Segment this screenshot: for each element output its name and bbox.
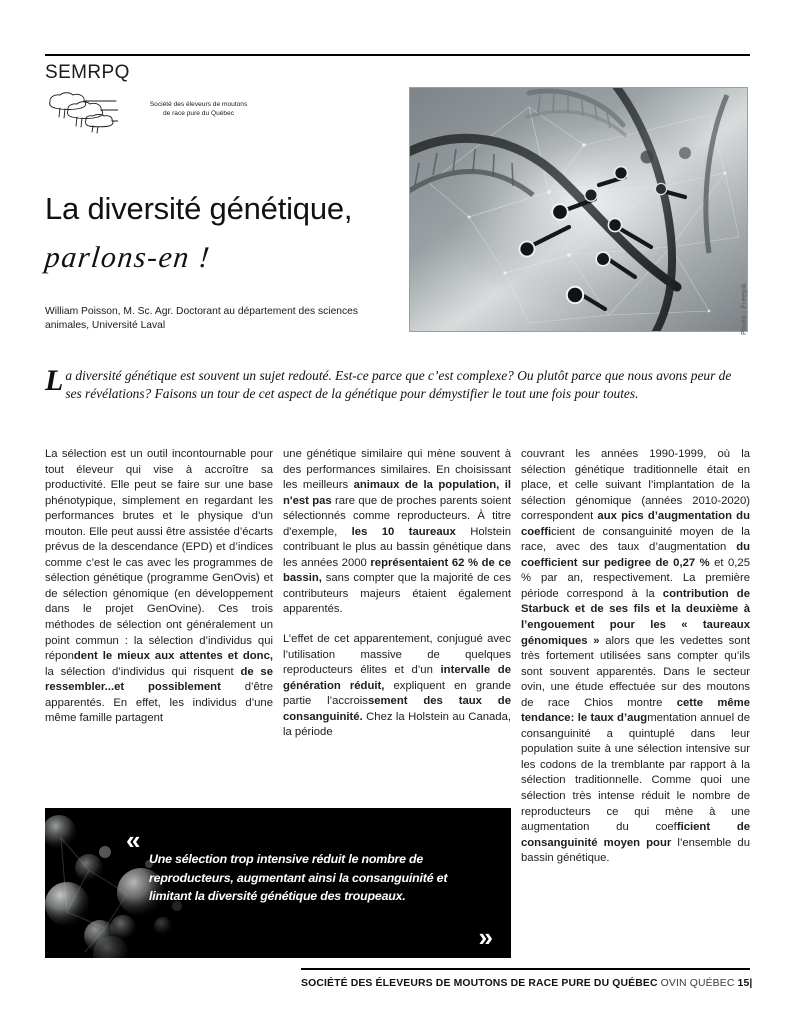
page-footer (301, 978, 753, 989)
masthead-title: SEMRPQ (45, 62, 130, 83)
sheep-outline-logo-icon (46, 90, 118, 136)
body-text-run: Holstein contribuant le plus au bassin génétique dans les années 2000 (283, 525, 512, 569)
body-text-emphasis: cette même tendance: le taux d’aug (521, 696, 751, 725)
lede-text: a diversité génétique est souvent un sujet redouté. Est-ce parce que c’est complexe? Ou plutôt parce que nous avons peur de ses révélations? Faisons un tour de cet aspect de la génétique pour démystifier le tout une fois pour toutes. (65, 368, 732, 402)
body-text-emphasis: sement des taux de consanguinité. (283, 695, 511, 723)
body-column-2 (283, 447, 511, 755)
logo-text-line2: de race pure du Québec (162, 109, 235, 117)
body-column-3 (521, 447, 750, 881)
body-paragraph (283, 632, 511, 741)
organization-logo (46, 90, 276, 138)
footer-page-rule: | (749, 978, 753, 989)
body-text-run: l’ensemble du bassin génétique. (521, 836, 750, 865)
body-text-run: Chez la Holstein au Canada, la période (283, 710, 511, 739)
body-text-emphasis: animaux de la population, il n'est pas (283, 479, 512, 507)
body-text-run: rare que de proches parents soient sélectionnés comme reproducteurs. À titre d'exemple, (283, 494, 511, 538)
body-text-emphasis: contribution de Starbuck et de ses fils et la deuxième à l’engouement pour les « taureaux génomiques » (521, 587, 750, 647)
pull-quote (45, 808, 511, 958)
body-text-emphasis: de se ressembler...et possiblement (45, 665, 273, 694)
footer-rule (301, 968, 750, 970)
body-text-run: expliquent en grande partie l’accrois (283, 679, 511, 708)
footer-page-number: 15 (737, 978, 750, 989)
body-text-run: la sélection d’individus qui risquent (45, 665, 241, 678)
body-paragraph (521, 447, 750, 867)
dna-helix-photo (409, 87, 748, 332)
body-text-emphasis: aux pics d’augmentation du coeffi (521, 510, 750, 538)
body-column-1 (45, 447, 273, 741)
body-text-run: sans compter que la majorité de ces contributeurs majeurs étaient également apparentés. (283, 572, 511, 616)
body-paragraph (283, 447, 511, 618)
body-text-run: mentation annuel de consanguinité a quintuplé dans leur population suite à une sélection intensive sur les codons de la tremblante par rapport à la sélection traditionnelle. Comme quoi une sélection très intense réduit le nombre de reproducteurs ce qui mène à une augmentation du coef (521, 712, 750, 834)
page-title: La diversité génétique, (45, 191, 353, 226)
body-text-emphasis: représentaient 62 % de ce bassin, (283, 556, 511, 585)
body-text-run: alors que les vedettes sont très fortement utilisées sans compter qu’ils sont souvent apparentés. Dans le secteur ovin, une étude effectuée sur des moutons de race Chios montre (521, 634, 750, 709)
drop-cap: L (45, 364, 64, 397)
footer-organization: SOCIÉTÉ DES ÉLEVEURS DE MOUTONS DE RACE PURE DU QUÉBEC (301, 978, 658, 989)
body-text-run: une génétique similaire qui mène souvent à des performances similaires. En choisissant les meilleurs (283, 448, 511, 492)
body-paragraph (45, 447, 273, 727)
quote-close-icon: » (478, 922, 493, 952)
body-text-emphasis: du coefficient sur pedigree de 0,27 % (521, 541, 750, 569)
body-text-emphasis: les 10 taureaux (351, 525, 456, 538)
footer-publication: OVIN QUÉBEC (660, 978, 735, 989)
article-lede (45, 364, 750, 404)
logo-text (121, 101, 276, 118)
page-title-script: parlons-en ! (43, 241, 213, 274)
body-text-run: cient de consanguinité moyen de la race, avec des taux d’augmentation (521, 525, 750, 554)
pull-quote-text: Une sélection trop intensive réduit le nombre de reproducteurs, augmentant ainsi la consanguinité et limitant la diversité génétique des troupeaux. (149, 852, 448, 903)
body-text-run: La sélection est un outil incontournable pour tout éleveur qui vise à accroître sa productivité. Elle peut se faire sur une base phénotypique, simplement en regardant les performances brutes et le physique d’un mouton. Elle peut aussi être assistée d’écarts prévus de la descendance (EPD) et d’indices comme c’est le cas avec les programmes de sélection génétique (programme GenOvis) et de sélection génomique (en développement dans le projet GenOvine). Ces trois méthodes de sélection ont généralement un point commun : la sélection d’individus qui répon (45, 448, 273, 663)
photo-credit: Photo : Freepik (741, 283, 748, 335)
body-text-emphasis: intervalle de génération réduit, (283, 664, 511, 692)
quote-open-icon: « (126, 825, 141, 855)
body-text-run: L’effet de cet apparentement, conjugué avec l’utilisation massive de quelques reproducteurs élites et d’un (283, 633, 511, 677)
body-text-run: d’être apparentés. En effet, les individus d’une même famille partagent (45, 681, 273, 725)
logo-text-line1: Société des éleveurs de moutons (149, 101, 248, 108)
header-rule (45, 54, 750, 56)
body-text-run: et 0,25 % par an, respectivement. La première période correspond à la (521, 556, 750, 600)
byline: William Poisson, M. Sc. Agr. Doctorant au département des sciences animales, Université Laval (45, 306, 359, 331)
body-text-run: couvrant les années 1990-1999, où la sélection génétique traditionnelle était en place, et celle suivant l’implantation de la sélection génomique (années 2010-2020) correspondent (521, 448, 750, 523)
body-text-emphasis: dent le mieux aux attentes et donc, (73, 650, 273, 663)
body-text-emphasis: ficient de consanguinité moyen pour (521, 821, 751, 849)
hero-image-container (409, 87, 748, 332)
